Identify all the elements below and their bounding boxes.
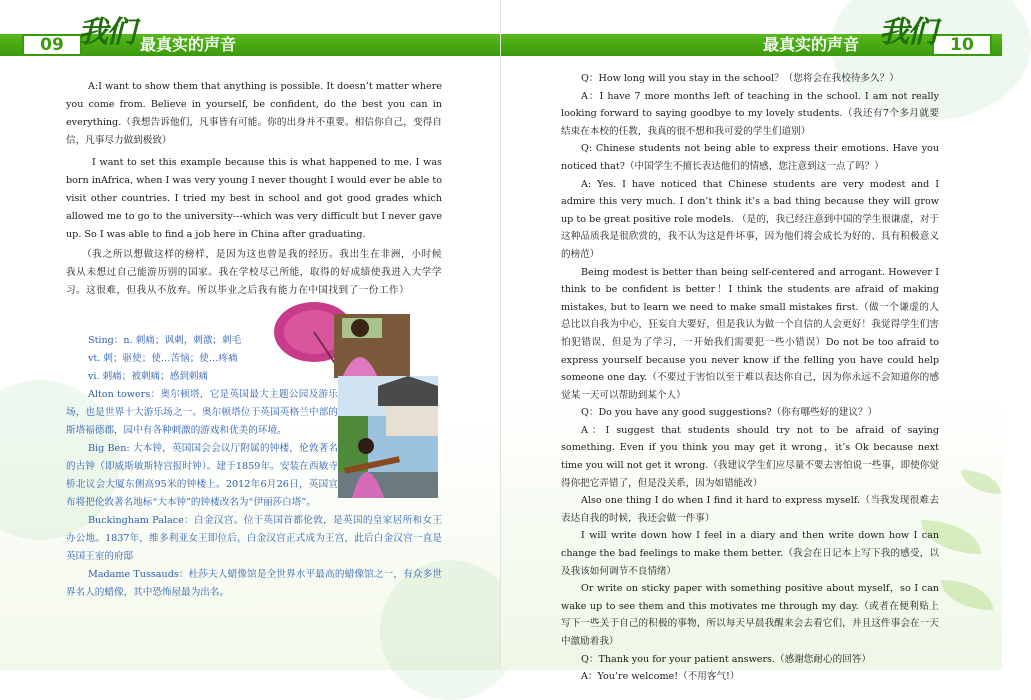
page-number-right: 10 bbox=[932, 34, 992, 56]
glossary-entry: Madame Tussauds：杜莎夫人蜡像馆是全世界水平最高的蜡像馆之一，有众多世界名人的蜡像，其中恐怖屋最为出名。 bbox=[66, 569, 442, 598]
paragraph: Q: Chinese students not being able to express their emotions. Have you noticed that?（中国学生不擅长表达他们的情感，您注意到这一点了吗？） bbox=[561, 143, 939, 172]
glossary-entry: Alton towers：奥尔顿塔，它是英国最大主题公园及游乐场，也是世界十大游乐场之一。奥尔顿塔位于英国英格兰中部的斯塔福德郡，园中有各种刺激的游戏和优美的环境。 bbox=[66, 389, 338, 436]
glossary-box bbox=[66, 332, 442, 602]
glossary-entry: Sting：n. 刺痛；讽刺，刺激；刺毛 bbox=[88, 335, 242, 346]
glossary-entry: vt. 刺；驱使；使…苦恼；使…疼痛 bbox=[88, 353, 238, 364]
left-body-text bbox=[66, 78, 442, 300]
paragraph: Or write on sticky paper with something positive about myself，so I can wake up to see them and this motivates me through my day.（或者在便利贴上写下一些关于自己的积极的事物，所以每天早晨我醒来会去看它们，并且这件事会在一天中激励着我） bbox=[561, 583, 939, 647]
paragraph: Q：How long will you stay in the school？（您将会在我校待多久？） bbox=[581, 73, 899, 84]
right-body-text bbox=[561, 70, 939, 686]
paragraph: I want to set this example because this is what happened to me. I was born inAfrica, when I was very young I never thought I would ever be able to visit other countries. I tried my best in school and got good grades which allowed me to go to the university---which was very difficult but I never gave up. So I was able to find a job here in China after graduating. bbox=[66, 157, 442, 240]
paragraph: A：You’re welcome!（不用客气!） bbox=[581, 671, 740, 683]
glossary-entry: Big Ben: 大本钟，英国国会会议厅附属的钟楼，伦敦著名的古钟（即威斯敏斯特宫报时钟）。建于1859年。安装在西敏寺桥北议会大厦东侧高95米的钟楼上。2012年6月26日，英国宣布将把伦敦著名地标“大本钟”的钟楼改名为“伊丽莎白塔”。 bbox=[66, 443, 338, 508]
right-header-title: 最真实的声音 bbox=[763, 35, 860, 54]
decor-leaf bbox=[941, 580, 993, 610]
glossary-entry: vi. 刺痛；被刺痛；感到刺痛 bbox=[88, 371, 209, 382]
right-page bbox=[501, 0, 1002, 683]
left-header-bar bbox=[0, 34, 501, 56]
paragraph: A：I have 7 more months left of teaching in the school. I am not really looking forward to saying goodbye to my lovely students.（我还有7个多月就要结束在本校的任教，我真的很不想和我可爱的学生们道别） bbox=[561, 90, 939, 137]
paragraph: Q：Do you have any good suggestions?（你有哪些好的建议？） bbox=[581, 407, 878, 419]
page-number-left: 09 bbox=[22, 34, 82, 56]
paragraph: Also one thing I do when I find it hard to express myself.（当我发现很难去表达自我的时候，我还会做一件事） bbox=[561, 495, 939, 524]
left-header-title: 最真实的声音 bbox=[140, 35, 237, 54]
paragraph: （我之所以想做这样的榜样，是因为这也曾是我的经历。我出生在非洲，小时候我从未想过自己能游历别的国家。我在学校尽己所能，取得的好成绩使我进入大学学习。这很难，但我从不放弃。所以毕业之后我有能力在中国找到了一份工作） bbox=[66, 249, 442, 296]
decor-leaf bbox=[961, 470, 1001, 494]
left-page bbox=[0, 0, 501, 670]
paragraph: A:I want to show them that anything is possible. It doesn’t matter where you come from. Believe in yourself, be confident, do the best you can in everything.（我想告诉他们，凡事皆有可能。你的出身并不重要。相信你自己，变得自信，凡事尽力做到极致） bbox=[66, 81, 442, 146]
logo-left: 我们 bbox=[78, 15, 134, 50]
paragraph: A：I suggest that students should try not to be afraid of saying something. Even if you think you may get it wrong，it’s Ok because next time you will not get it wrong.（我建议学生们应尽量不要去害怕说一些事，即使你觉得你把它弄错了，但是没关系，因为如错能改） bbox=[561, 424, 939, 489]
paragraph: Being modest is better than being self-centered and arrogant. However I think to be confident is better！I think the students are afraid of making mistakes, but to learn we need to make small mistakes first.（做一个谦虚的人总比以自我为中心，狂妄自大要好，但是我认为做一个自信的人会更好！我觉得学生们害怕犯错误，但是为了学习，一开始我们需要犯一些小错误）Do not be too afraid to express yourself because you never know if the felling you have could help someone one day.（不要过于害怕以至于难以表达你自己，因为你永远不会知道你的感觉某一天可以帮助到某个人） bbox=[561, 266, 939, 401]
paragraph: Q：Thank you for your patient answers.（感谢您耐心的回答） bbox=[581, 653, 871, 665]
glossary-entry: Buckingham Palace：白金汉宫。位于英国首都伦敦，是英国的皇家居所和女王办公地。1837年，维多利亚女王即位后，白金汉宫正式成为王宫，此后白金汉宫一直是英国王室的府邸 bbox=[66, 515, 442, 562]
paragraph: A: Yes. I have noticed that Chinese students are very modest and I admire this very much. I don’t think it’s a bad thing because they will grow up to be great positive role models. （是的，我已经注意到中国的学生很谦虚，对于这种品质我是很欣赏的，我不认为这是件坏事，因为他们将会成长为好的、具有积极意义的榜范） bbox=[561, 178, 939, 260]
logo-right: 我们 bbox=[879, 15, 935, 50]
paragraph: I will write down how I feel in a diary and then write down how I can change the bad feelings to make them better.（我会在日记本上写下我的感受，以及我该如何调节不良情绪） bbox=[561, 530, 939, 577]
